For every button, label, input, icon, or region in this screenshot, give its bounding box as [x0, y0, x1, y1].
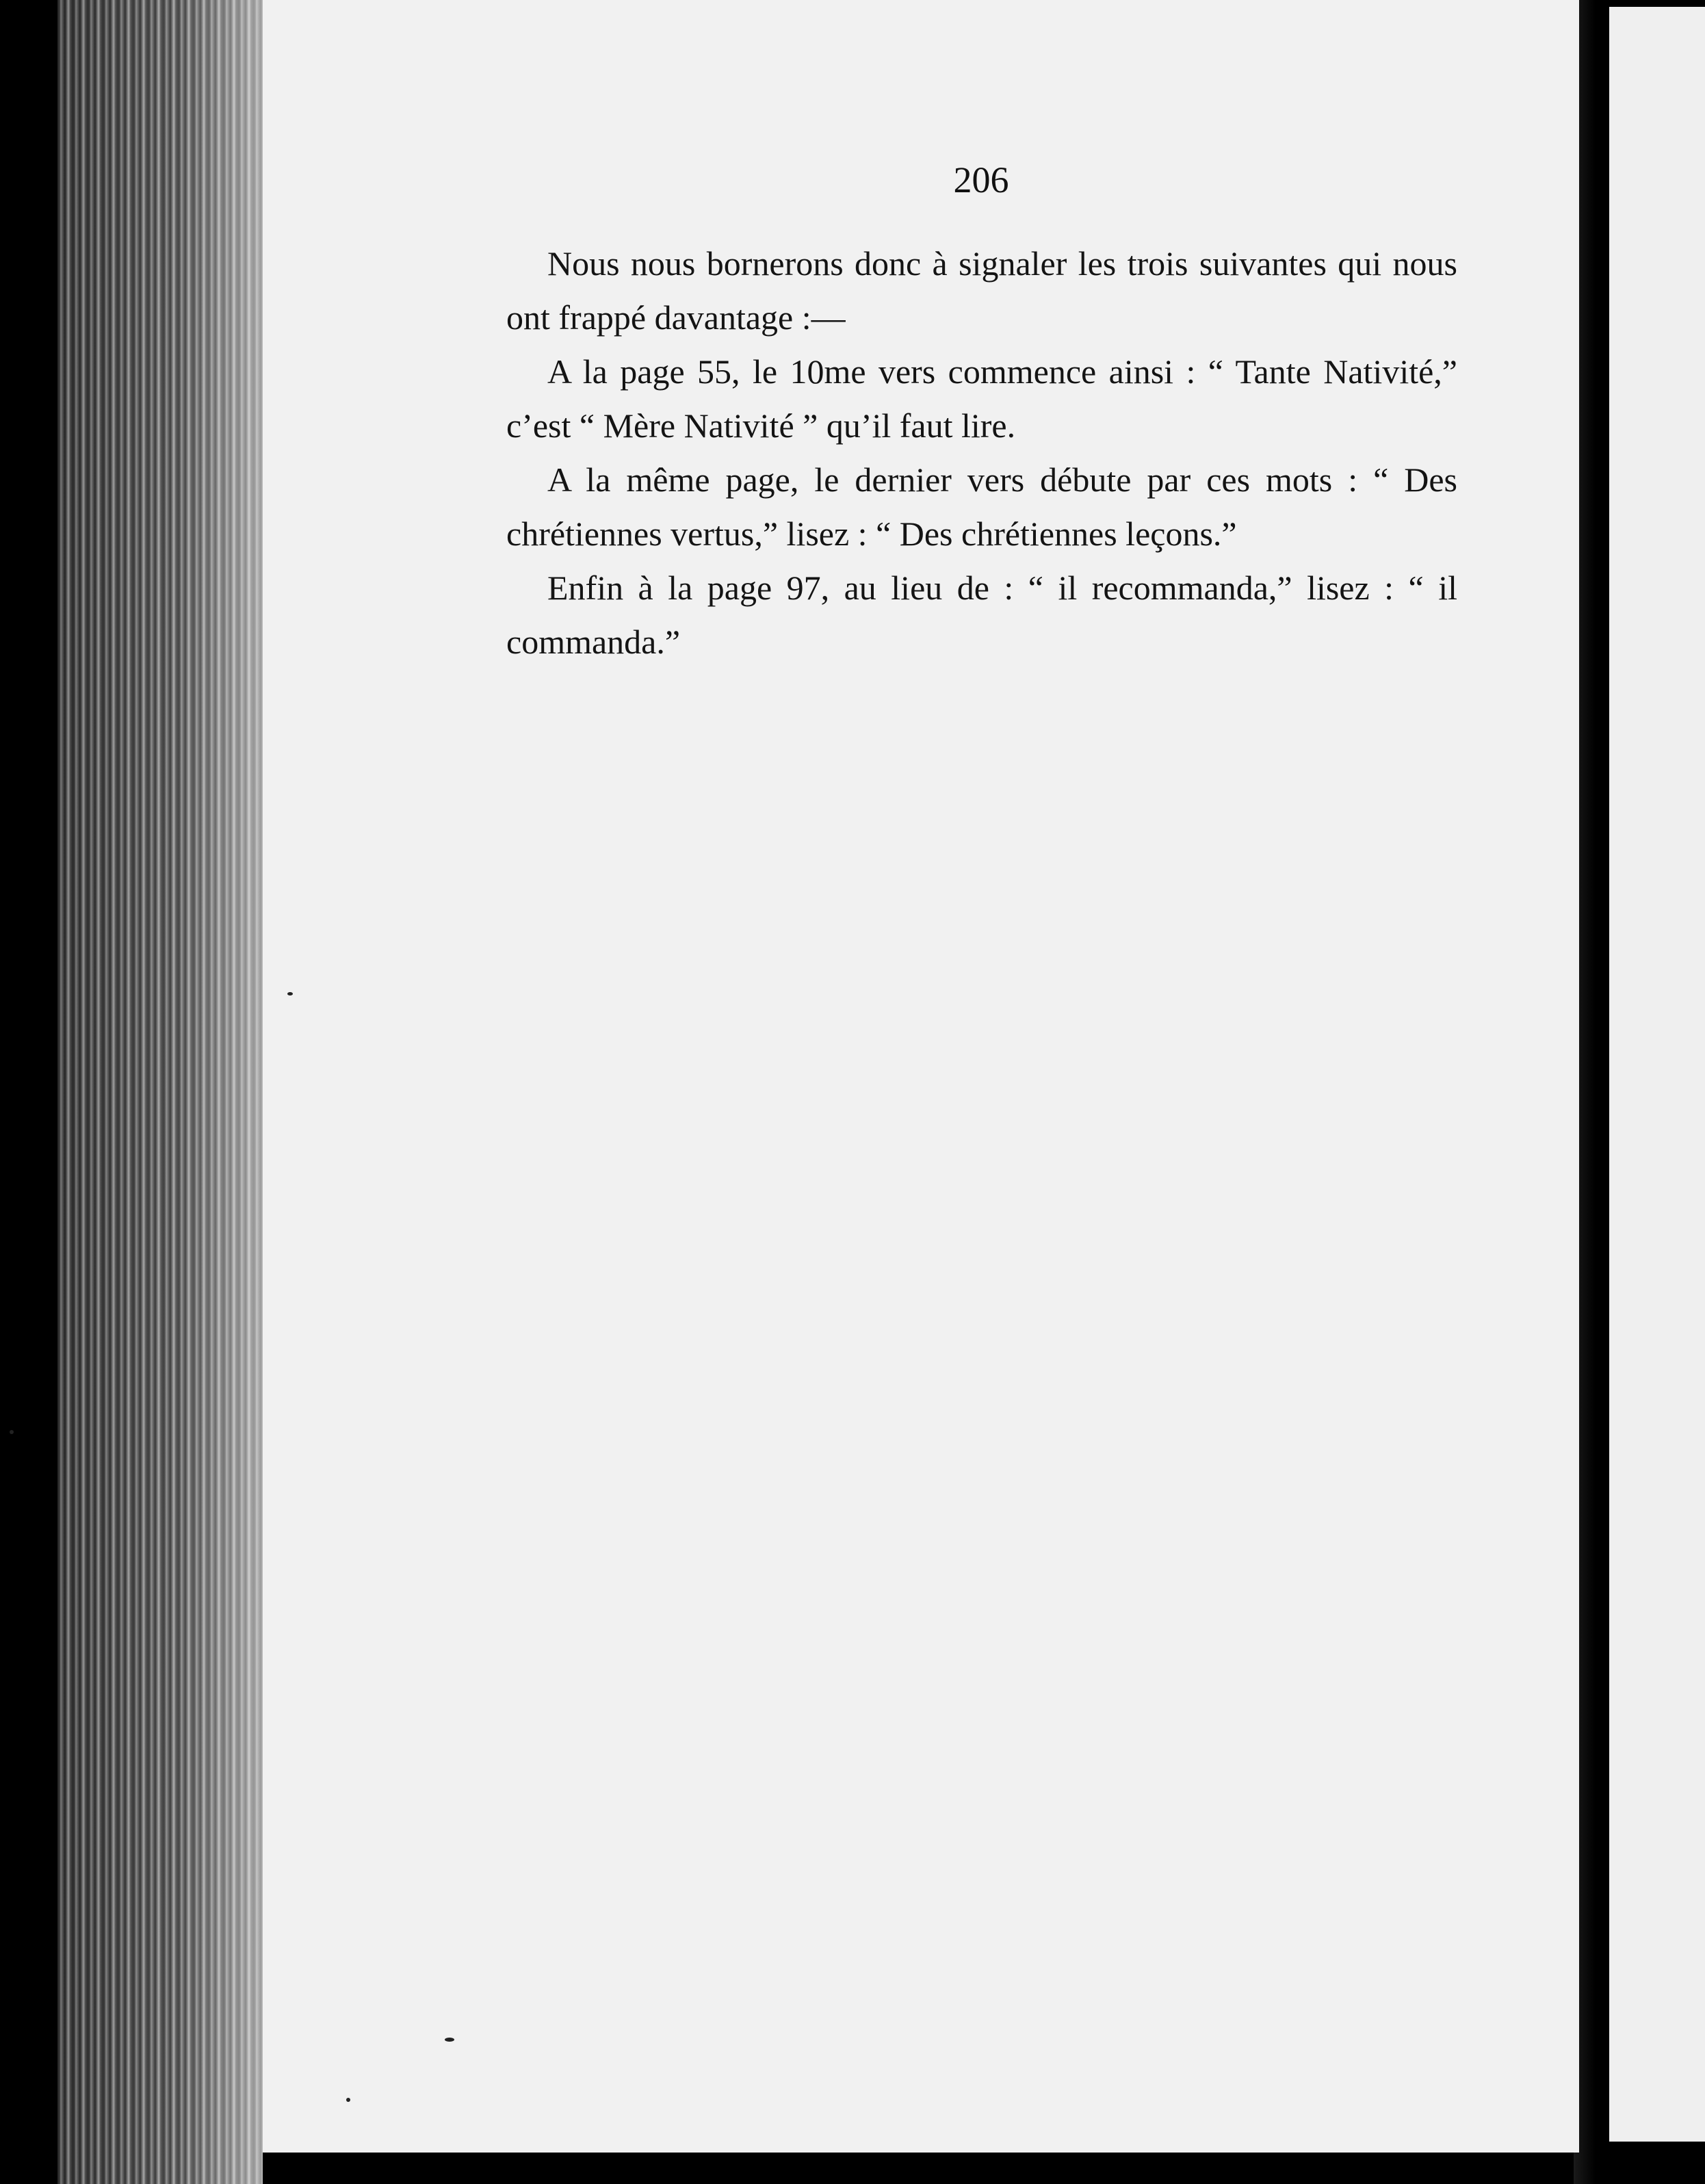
paragraph-3: A la même page, le dernier vers débute par ces mots : “ Des chrétiennes vertus,” lisez : “ Des chrétiennes leçons.” — [506, 460, 1457, 553]
scan-speck — [10, 1430, 14, 1434]
paragraph-4: Enfin à la page 97, au lieu de : “ il recommanda,” lisez : “ il commanda.” — [506, 569, 1457, 661]
paragraph-2: A la page 55, le 10me vers commence ainsi : “ Tante Nativité,” c’est “ Mère Nativité ” qu’il faut lire. — [506, 352, 1457, 445]
scan-speck — [346, 2098, 350, 2102]
page-number: 206 — [953, 159, 1009, 200]
book-page-edges — [57, 0, 263, 2184]
facing-page-edge — [1609, 7, 1705, 2142]
page-text — [506, 237, 1457, 669]
scan-speck — [445, 2038, 454, 2042]
scan-speck — [287, 992, 293, 996]
paragraph-1: Nous nous bornerons donc à signaler les trois suivantes qui nous ont frappé davantage :— — [506, 244, 1457, 337]
